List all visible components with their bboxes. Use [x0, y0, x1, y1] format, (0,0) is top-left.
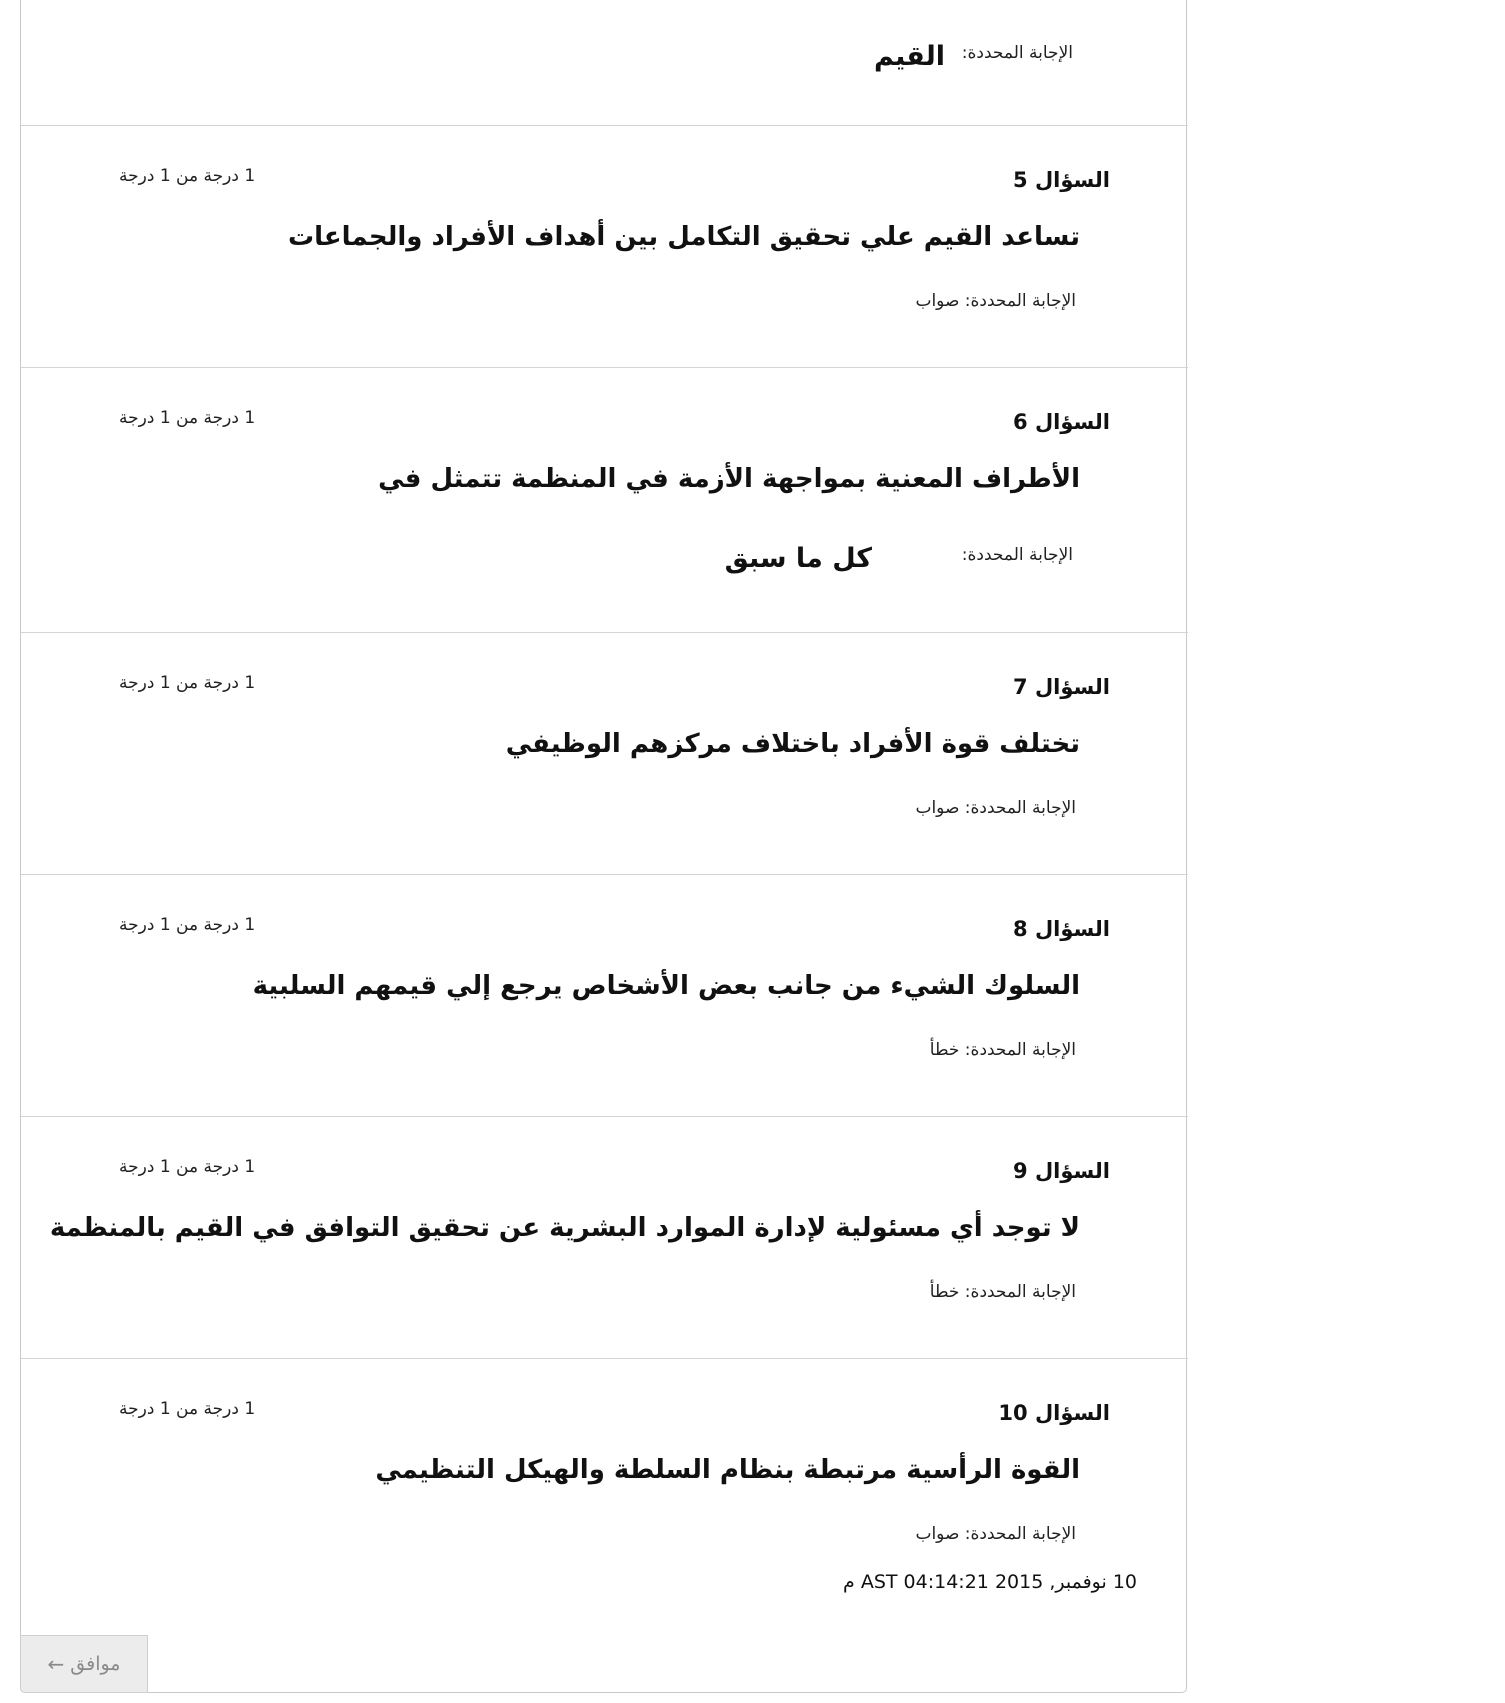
question-text: السلوك الشيء من جانب بعض الأشخاص يرجع إلي قيمهم السلبية: [252, 971, 1080, 1001]
selected-answer-label: الإجابة المحددة:: [961, 43, 1073, 63]
question-text: تختلف قوة الأفراد باختلاف مركزهم الوظيفي: [505, 729, 1080, 759]
question-text: تساعد القيم علي تحقيق التكامل بين أهداف الأفراد والجماعات: [288, 222, 1080, 252]
selected-answer-value: القيم: [873, 41, 945, 72]
question-title: السؤال 10: [998, 1401, 1110, 1425]
question-title: السؤال 6: [1013, 410, 1110, 434]
question-block: [21, 368, 1188, 633]
question-title: السؤال 5: [1013, 168, 1110, 192]
selected-answer: الإجابة المحددة: صواب: [915, 798, 1076, 818]
selected-answer: الإجابة المحددة: صواب: [915, 291, 1076, 311]
question-text: لا توجد أي مسئولية لإدارة الموارد البشرية عن تحقيق التوافق في القيم بالمنظمة: [49, 1213, 1080, 1243]
question-block: [21, 1117, 1188, 1359]
question-block: [21, 633, 1188, 875]
selected-answer-value: كل ما سبق: [724, 543, 872, 574]
question-text: القوة الرأسية مرتبطة بنظام السلطة والهيكل التنظيمي: [375, 1455, 1080, 1485]
arrow-left-icon: ←: [47, 1652, 65, 1676]
question-text: الأطراف المعنية بمواجهة الأزمة في المنظمة تتمثل في: [378, 464, 1080, 494]
selected-answer-label: الإجابة المحددة:: [961, 545, 1073, 565]
question-block: [21, 875, 1188, 1117]
selected-answer: الإجابة المحددة: خطأ: [929, 1282, 1076, 1302]
question-score: 1 درجة من 1 درجة: [119, 915, 256, 935]
question-score: 1 درجة من 1 درجة: [119, 1399, 256, 1419]
question-title: السؤال 7: [1013, 675, 1110, 699]
question-score: 1 درجة من 1 درجة: [119, 166, 256, 186]
question-score: 1 درجة من 1 درجة: [119, 673, 256, 693]
selected-answer: الإجابة المحددة: خطأ: [929, 1040, 1076, 1060]
quiz-results-panel: [20, 0, 1187, 1693]
question-block: [21, 126, 1188, 368]
question-title: السؤال 9: [1013, 1159, 1110, 1183]
question-score: 1 درجة من 1 درجة: [119, 408, 256, 428]
selected-answer: الإجابة المحددة: صواب: [915, 1524, 1076, 1544]
ok-button[interactable]: [20, 1635, 148, 1693]
question-score: 1 درجة من 1 درجة: [119, 1157, 256, 1177]
submission-timestamp: 10 نوفمبر, 2015 04:14:21 AST م: [843, 1571, 1137, 1593]
question-4-tail: [21, 1, 1188, 126]
question-title: السؤال 8: [1013, 917, 1110, 941]
ok-button-label: موافق: [70, 1653, 121, 1675]
